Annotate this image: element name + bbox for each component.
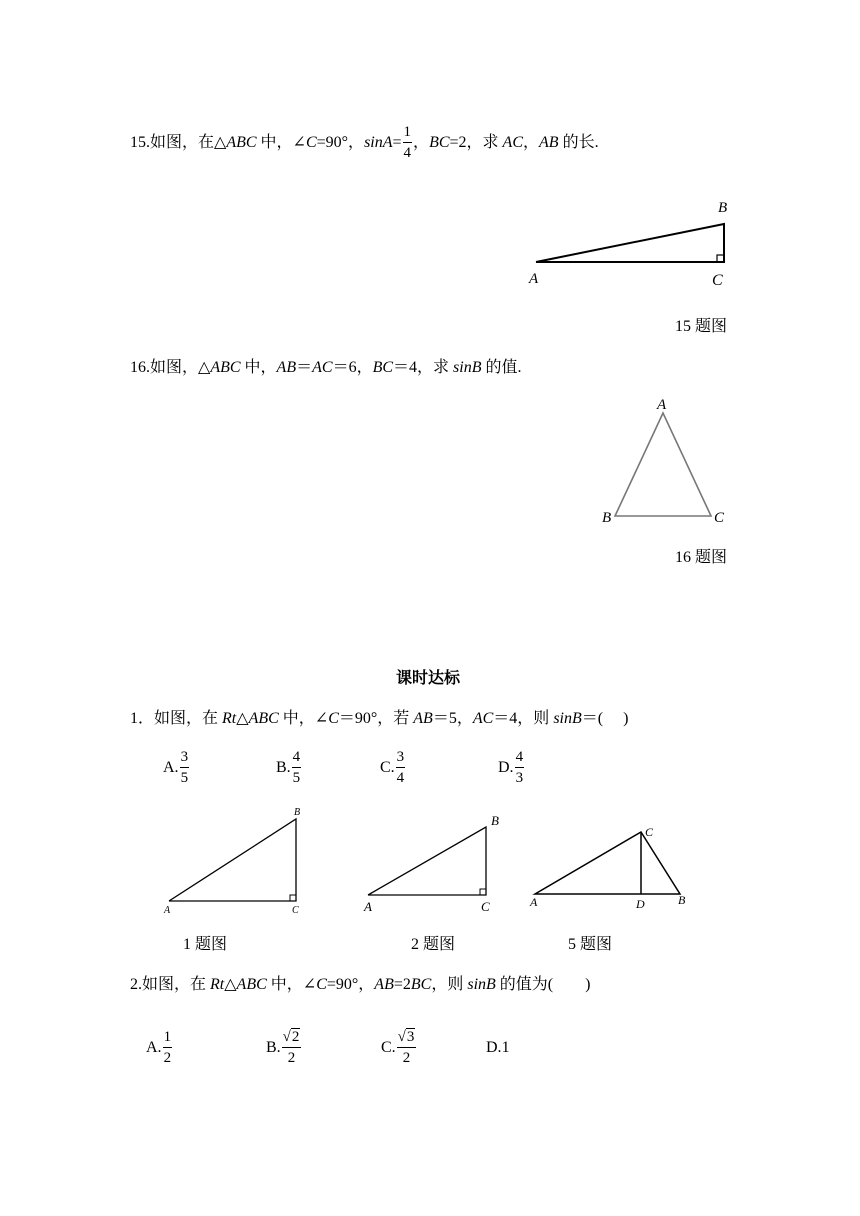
label-d: D	[636, 897, 645, 911]
label-a: A	[164, 905, 171, 916]
label-c: C	[481, 899, 490, 914]
label-a: A	[530, 895, 538, 909]
option-c[interactable]: C. $\frac{3}{4}$	[380, 749, 405, 787]
label-b: B	[602, 510, 612, 526]
label-a: A	[657, 397, 667, 413]
figure-16-caption: 16 题图	[675, 549, 728, 566]
option-c[interactable]: C. $\frac{√3}{2}$	[381, 1029, 415, 1067]
question-15-text: 15.如图，在△ABC 中，∠C=90°，sinA= $\frac{1}{4}$ ，BC=2，求 AC，AB 的长.	[130, 124, 599, 162]
triangle-15-outline	[536, 224, 724, 262]
label-c: C	[712, 272, 723, 289]
figure-2-caption: 2 题图	[411, 936, 456, 953]
fraction-one-quarter: $\frac{1}{4}$	[403, 124, 412, 162]
figure-15-right-triangle	[520, 190, 740, 300]
sqrt-symbol: √3	[397, 1029, 415, 1046]
label-c: C	[645, 825, 654, 839]
figure-16-isosceles-triangle	[595, 393, 735, 533]
option-a[interactable]: A. $\frac{3}{5}$	[163, 749, 189, 787]
label-c: C	[714, 510, 725, 526]
figure-15-caption: 15 题图	[675, 318, 728, 335]
label-b: B	[294, 807, 301, 818]
label-b: B	[678, 893, 686, 907]
figure-1-right-triangle	[155, 800, 315, 920]
option-a[interactable]: A. $\frac{1}{2}$	[146, 1029, 172, 1067]
section-title: 课时达标	[396, 668, 461, 687]
option-d[interactable]: D.1	[486, 1039, 510, 1056]
label-b: B	[491, 813, 499, 828]
triangle-5-outline	[535, 832, 680, 894]
problem-2-text: 2.如图，在 Rt△ABC 中，∠C=90°，AB=2BC，则 sinB 的值为( )	[130, 976, 591, 993]
option-d[interactable]: D. $\frac{4}{3}$	[498, 749, 524, 787]
sqrt-symbol: √2	[282, 1029, 300, 1046]
figure-5-caption: 5 题图	[568, 936, 613, 953]
option-b[interactable]: B. $\frac{√2}{2}$	[266, 1029, 300, 1067]
figure-1-caption: 1 题图	[183, 936, 228, 953]
label-c: C	[292, 905, 299, 916]
question-16-text: 16.如图，△ABC 中，AB＝AC＝6，BC＝4，求 sinB 的值.	[130, 359, 522, 376]
triangle-1-outline	[169, 819, 296, 901]
label-b: B	[718, 200, 728, 216]
option-b[interactable]: B. $\frac{4}{5}$	[276, 749, 301, 787]
right-angle-mark	[290, 895, 296, 901]
figure-5-triangle-with-altitude	[522, 818, 702, 918]
label-a: A	[529, 271, 539, 287]
figure-2-right-triangle	[355, 808, 515, 918]
right-angle-mark	[480, 889, 486, 895]
right-angle-mark	[717, 255, 724, 262]
triangle-2-outline	[368, 827, 486, 895]
problem-1-text: 1．如图，在 Rt△ABC 中，∠C＝90°，若 AB＝5，AC＝4，则 sinB＝( )	[130, 710, 629, 727]
label-a: A	[364, 899, 372, 914]
triangle-16-outline	[615, 413, 711, 516]
